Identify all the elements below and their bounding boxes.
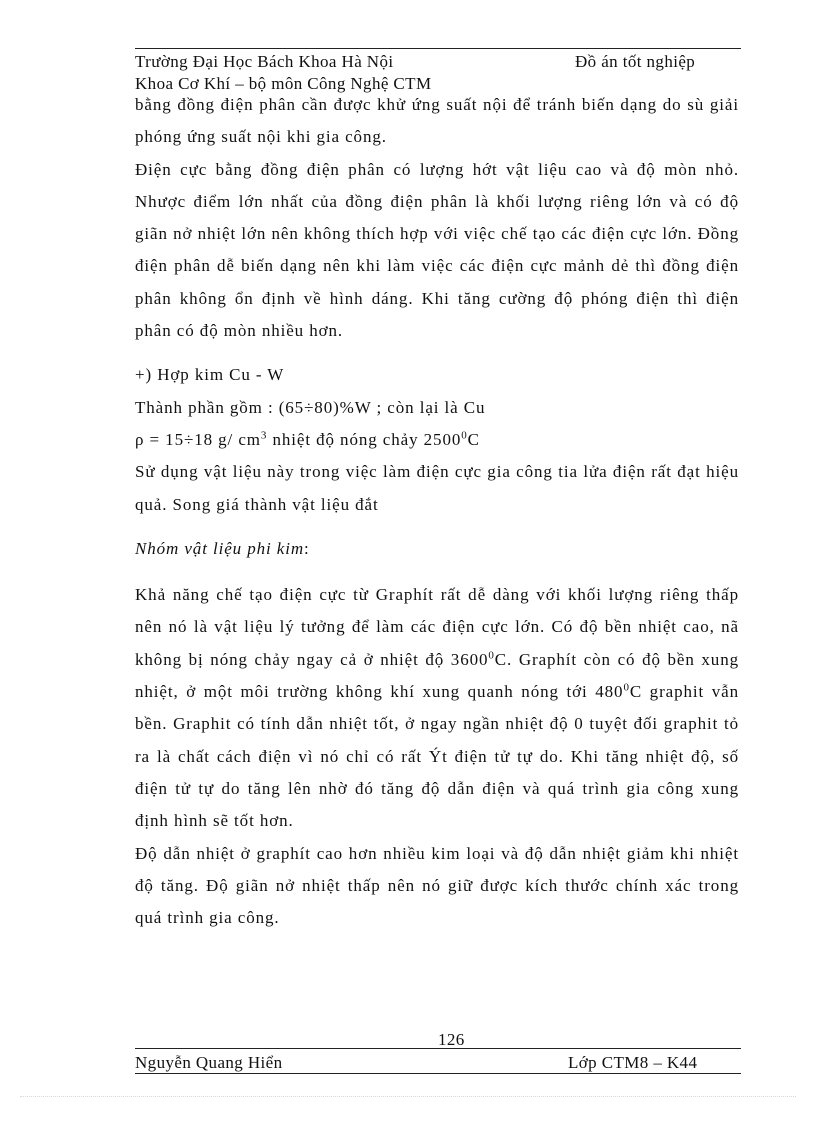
superscript: 0 (461, 429, 468, 442)
paragraph: bằng đồng điện phân cần được khử ứng suất nội để tránh biến dạng do sù giải phóng ứng suất nội khi gia công. (135, 95, 739, 147)
superscript: 0 (623, 681, 630, 694)
paragraph-text: Khả năng chế tạo điện cực từ Graphít rất dễ dàng với khối lượng riêng thấp nên nó là vật liệu lý tưởng để làm các điện cực lớn. Có độ bền nhiệt cao, nã không bị nóng chảy ngay cả ở nhiệt độ 3600 (135, 585, 739, 669)
heading-colon: : (304, 538, 310, 558)
header-doc-type: Đồ án tốt nghiệp (575, 52, 696, 71)
paragraph-text: C graphit vẫn bền. Graphit có tính dẫn nhiệt tốt, ở ngay ngần nhiệt độ 0 tuyệt đối graphit tỏ ra là chất cách điện vì nó chỉ có rất Ýt điện tử tự do. Khi tăng nhiệt độ, số điện tử tự do tăng lên nhờ đó tăng độ dẫn điện và quá trình gia công xung định hình sẽ tốt hơn. (135, 682, 739, 831)
alloy-heading: +) Hợp kim Cu - W (135, 365, 285, 385)
density-text: nhiệt độ nóng chảy 2500 (267, 429, 462, 449)
superscript: 3 (260, 429, 268, 442)
footer-class: Lớp CTM8 – K44 (568, 1053, 698, 1072)
page-edge-divider (20, 1096, 796, 1097)
footer-top-rule (135, 1048, 741, 1049)
header-faculty: Khoa Cơ Khí – bộ môn Công Nghệ CTM (135, 74, 432, 93)
footer-author: Nguyễn Quang Hiển (135, 1053, 283, 1072)
paragraph: Sử dụng vật liệu này trong việc làm điện cực gia công tia lửa điện rất đạt hiệu quả. Song giá thành vật liệu đắt (135, 462, 739, 514)
header-top-rule (135, 48, 741, 49)
density-text: C (467, 429, 480, 449)
footer-bottom-rule (135, 1073, 741, 1074)
paragraph: Điện cực bằng đồng điện phân có lượng hớt vật liệu cao và độ mòn nhỏ. Nhược điểm lớn nhất của đồng điện phân là khối lượng riêng lớn và có độ giãn nở nhiệt lớn nên không thích hợp với việc chế tạo các điện cực lớn. Đồng điện phân dễ biến dạng nên khi làm việc các điện cực mảnh dẻ thì đồng điện phân không ổn định về hình dáng. Khi tăng cường độ phóng điện thì điện phân có độ mòn nhiều hơn. (135, 159, 739, 341)
page-number: 126 (438, 1030, 465, 1049)
header-school: Trường Đại Học Bách Khoa Hà Nội (135, 52, 394, 71)
superscript: 0 (488, 649, 495, 662)
density-line (135, 424, 739, 456)
nonmetal-heading: Nhóm vật liệu phi kim (135, 538, 305, 558)
paragraph: Độ dẫn nhiệt ở graphít cao hơn nhiều kim loại và độ dẫn nhiệt giảm khi nhiệt độ tăng. Độ giãn nở nhiệt thấp nên nó giữ được kích thước chính xác trong quá trình gia công. (135, 843, 739, 928)
nonmetal-heading-line (135, 533, 739, 565)
paragraph (135, 579, 739, 837)
density-text: ρ = 15÷18 g/ cm (135, 429, 261, 449)
composition-line: Thành phần gồm : (65÷80)%W ; còn lại là Cu (135, 397, 486, 417)
paragraph-text: C. Graphít còn có độ bền xung nhiệt, ở một môi trường không khí xung quanh nóng tới 480 (135, 649, 739, 702)
main-content (135, 89, 739, 934)
